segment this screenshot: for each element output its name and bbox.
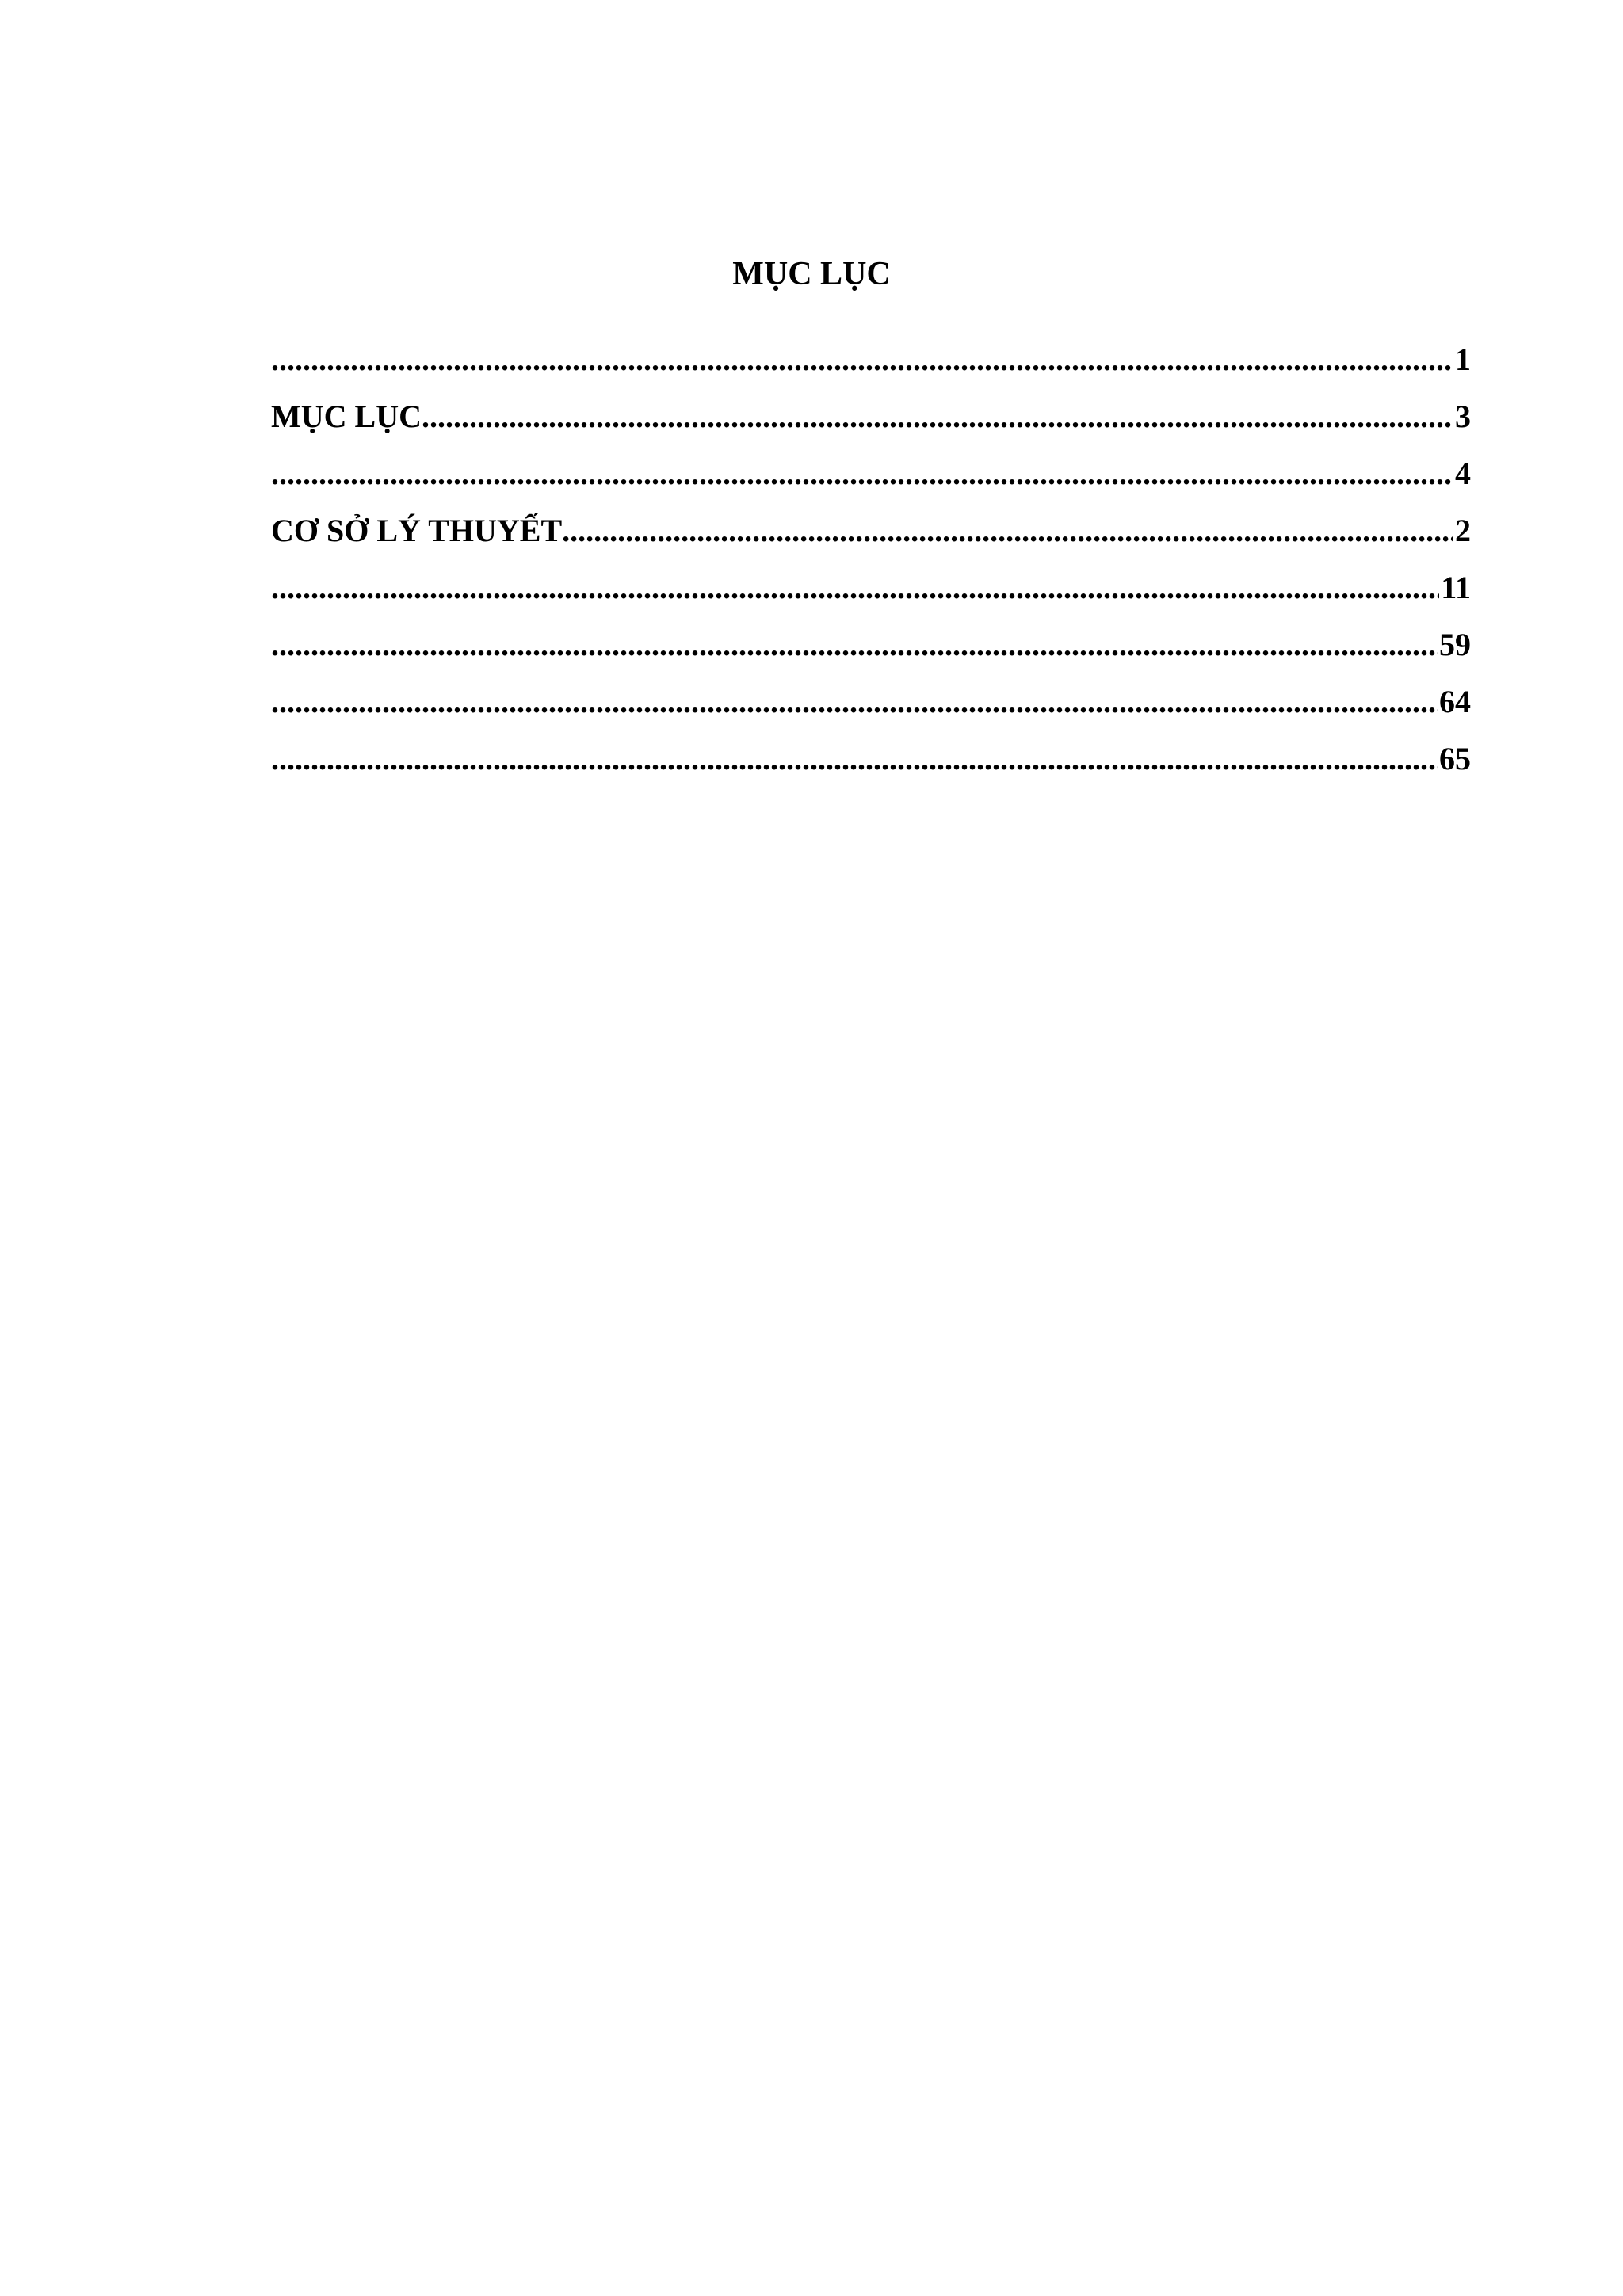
- dot-leader: [562, 510, 1453, 551]
- toc-entry[interactable]: [271, 608, 1471, 666]
- dot-leader: [271, 738, 1438, 780]
- toc-page-number: 59: [1439, 627, 1471, 662]
- toc-page-number: 64: [1439, 684, 1471, 719]
- toc-list: [271, 323, 1471, 780]
- toc-entry-text: CƠ SỞ LÝ THUYẾT: [271, 513, 563, 548]
- toc-page-number: 4: [1455, 456, 1471, 491]
- toc-entry[interactable]: [271, 666, 1471, 723]
- toc-title: MỤC LỤC: [732, 256, 891, 292]
- dot-leader: [271, 624, 1438, 666]
- toc-entry[interactable]: [271, 551, 1471, 608]
- toc-entry[interactable]: [271, 723, 1471, 780]
- toc-page-number: 1: [1455, 341, 1471, 377]
- dot-leader: [271, 453, 1453, 494]
- dot-leader: [271, 567, 1439, 608]
- toc-entry[interactable]: [271, 437, 1471, 494]
- toc-entry[interactable]: [271, 323, 1471, 380]
- dot-leader: [271, 681, 1438, 723]
- toc-entry-text: MỤC LỤC: [271, 399, 422, 434]
- toc-page-number: 3: [1455, 399, 1471, 434]
- dot-leader: [271, 339, 1453, 380]
- toc-entry[interactable]: [271, 494, 1471, 551]
- toc-page-number: 11: [1441, 570, 1471, 605]
- dot-leader: [422, 396, 1453, 437]
- toc-page-number: 65: [1439, 741, 1471, 776]
- toc-page-number: 2: [1455, 513, 1471, 548]
- toc-entry[interactable]: [271, 380, 1471, 437]
